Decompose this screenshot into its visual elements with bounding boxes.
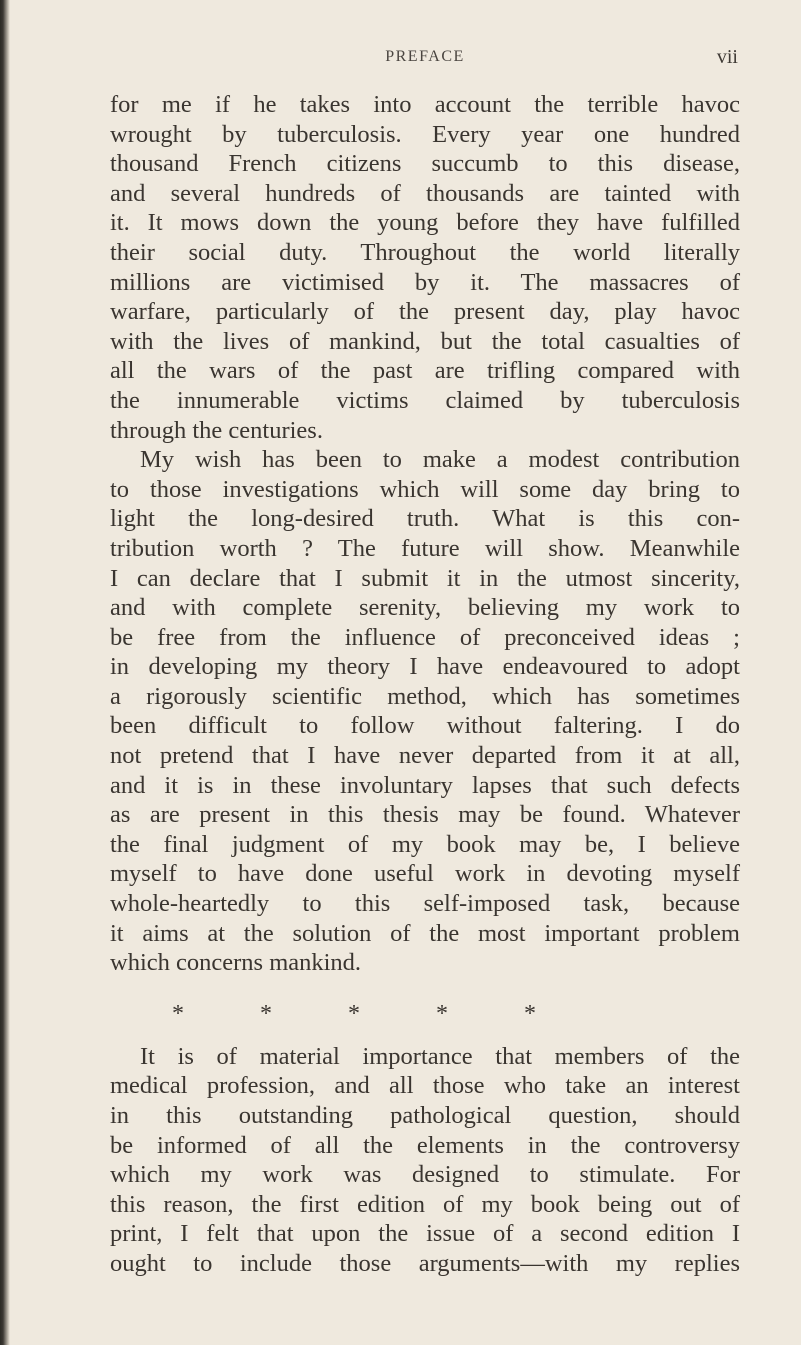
text-line: medical profession, and all those who take an interest xyxy=(110,1072,740,1100)
book-binding-edge xyxy=(0,0,10,1345)
text-line: which concerns mankind. xyxy=(110,949,362,977)
text-line: be informed of all the elements in the controversy xyxy=(110,1131,740,1159)
text-line: been difficult to follow without faltering. I do xyxy=(110,712,740,740)
text-line: in developing my theory I have endeavoured to adopt xyxy=(110,653,740,681)
text-line: and several hundreds of thousands are tainted with xyxy=(110,179,740,207)
asterisk-glyph: * xyxy=(172,1000,184,1027)
text-line: print, I felt that upon the issue of a second edition I xyxy=(110,1220,740,1248)
text-line: all the wars of the past are trifling compared with xyxy=(110,357,740,385)
text-line: tribution worth ? The future will show. Meanwhile xyxy=(110,534,740,562)
page-number: vii xyxy=(716,46,738,68)
text-line: the final judgment of my book may be, I believe xyxy=(110,830,740,858)
text-line: and it is in these involuntary lapses that such defects xyxy=(110,771,740,799)
text-line: through the centuries. xyxy=(110,416,323,444)
paragraph-start-line: My wish has been to make a modest contribution xyxy=(140,446,740,474)
asterisk-glyph: * xyxy=(436,1000,448,1027)
text-line: it. It mows down the young before they have fulfilled xyxy=(110,209,740,237)
text-line: it aims at the solution of the most important problem xyxy=(110,919,740,947)
paragraph-start-line: It is of material importance that members of the xyxy=(140,1042,740,1070)
text-line: myself to have done useful work in devoting myself xyxy=(110,860,740,888)
text-line: with the lives of mankind, but the total casualties of xyxy=(110,327,740,355)
text-line: in this outstanding pathological question, should xyxy=(110,1102,740,1129)
text-line: not pretend that I have never departed from it at all, xyxy=(110,742,740,770)
text-line: ought to include those arguments—with my replies xyxy=(110,1249,740,1277)
text-line: the innumerable victims claimed by tuberculosis xyxy=(110,386,740,414)
text-line: to those investigations which will some day bring to xyxy=(110,475,740,503)
asterisk-glyph: * xyxy=(260,1000,272,1027)
asterisk-glyph: * xyxy=(348,1000,360,1027)
text-line: which my work was designed to stimulate. For xyxy=(110,1161,740,1189)
text-line: as are present in this thesis may be found. Whatever xyxy=(110,801,740,829)
section-separator xyxy=(110,992,740,1036)
text-line: whole-heartedly to this self-imposed task, because xyxy=(110,890,740,918)
text-line: light the long-desired truth. What is this con- xyxy=(110,505,740,533)
text-line: warfare, particularly of the present day, play havoc xyxy=(110,298,740,326)
text-line: their social duty. Throughout the world literally xyxy=(110,238,740,266)
text-line: this reason, the first edition of my book being out of xyxy=(110,1190,740,1218)
text-line: thousand French citizens succumb to this disease, xyxy=(110,150,740,178)
text-line: and with complete serenity, believing my work to xyxy=(110,594,740,622)
text-line: wrought by tuberculosis. Every year one hundred xyxy=(110,120,740,148)
running-head: PREFACE xyxy=(385,48,465,65)
text-line: I can declare that I submit it in the utmost sincerity, xyxy=(110,564,740,592)
text-line: a rigorously scientific method, which has sometimes xyxy=(110,682,740,710)
asterisk-glyph: * xyxy=(524,1000,536,1027)
body-text xyxy=(110,90,740,1279)
page-header xyxy=(110,48,740,78)
text-line: be free from the influence of preconceived ideas ; xyxy=(110,623,740,651)
text-line: millions are victimised by it. The massacres of xyxy=(110,268,740,296)
text-line: for me if he takes into account the terrible havoc xyxy=(110,91,740,118)
